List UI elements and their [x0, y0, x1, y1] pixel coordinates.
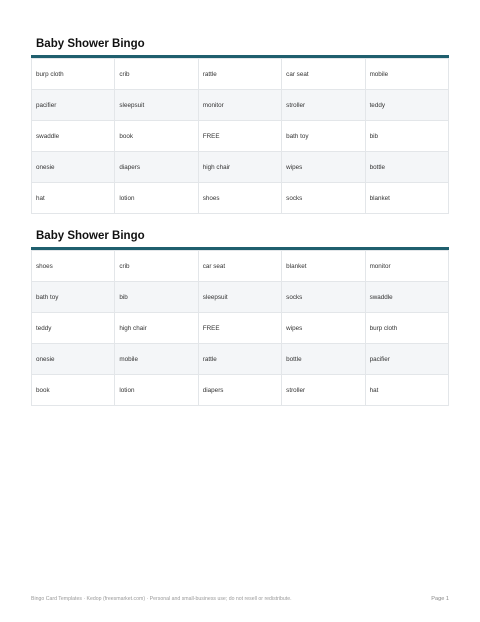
table-row — [32, 251, 449, 282]
bingo-cell: burp cloth — [365, 313, 448, 344]
table-row — [32, 183, 449, 214]
bingo-cell: stroller — [282, 90, 365, 121]
bingo-cell: lotion — [115, 375, 198, 406]
bingo-cell: swaddle — [365, 282, 448, 313]
bingo-cell: bath toy — [282, 121, 365, 152]
card-title: Baby Shower Bingo — [36, 230, 145, 242]
bingo-cell: swaddle — [32, 121, 115, 152]
bingo-free-cell: FREE — [198, 313, 281, 344]
bingo-cell: high chair — [115, 313, 198, 344]
bingo-cell: book — [115, 121, 198, 152]
bingo-cell: lotion — [115, 183, 198, 214]
bingo-cell: blanket — [365, 183, 448, 214]
bingo-cell: diapers — [198, 375, 281, 406]
bingo-cell: teddy — [32, 313, 115, 344]
bingo-cell: hat — [365, 375, 448, 406]
table-row — [32, 313, 449, 344]
bingo-grid — [31, 58, 449, 214]
table-row — [32, 375, 449, 406]
bingo-cell: high chair — [198, 152, 281, 183]
bingo-cell: rattle — [198, 59, 281, 90]
bingo-cell: bath toy — [32, 282, 115, 313]
footer-attribution: Bingo Card Templates · Kedop (freesmarket.com) · Personal and small-business use; do not resell or redistribute. — [31, 596, 292, 602]
bingo-cell: sleepsuit — [198, 282, 281, 313]
bingo-cell: blanket — [282, 251, 365, 282]
bingo-cell: pacifier — [365, 344, 448, 375]
bingo-cell: burp cloth — [32, 59, 115, 90]
bingo-cell: socks — [282, 183, 365, 214]
table-row — [32, 152, 449, 183]
bingo-cell: monitor — [365, 251, 448, 282]
bingo-cell: socks — [282, 282, 365, 313]
bingo-cell: bottle — [282, 344, 365, 375]
bingo-card-2 — [31, 229, 449, 406]
bingo-cell: bib — [365, 121, 448, 152]
bingo-free-cell: FREE — [198, 121, 281, 152]
card-title: Baby Shower Bingo — [36, 38, 145, 50]
bingo-cell: car seat — [282, 59, 365, 90]
table-row — [32, 59, 449, 90]
table-row — [32, 90, 449, 121]
bingo-cell: onesie — [32, 152, 115, 183]
bingo-grid — [31, 250, 449, 406]
bingo-cell: shoes — [32, 251, 115, 282]
bingo-cell: monitor — [198, 90, 281, 121]
bingo-cell: mobile — [115, 344, 198, 375]
bingo-cell: crib — [115, 251, 198, 282]
bingo-cell: bib — [115, 282, 198, 313]
page-number: Page 1 — [431, 596, 449, 602]
bingo-cell: stroller — [282, 375, 365, 406]
bingo-cell: bottle — [365, 152, 448, 183]
table-row — [32, 344, 449, 375]
bingo-cell: shoes — [198, 183, 281, 214]
bingo-cell: teddy — [365, 90, 448, 121]
bingo-cell: wipes — [282, 313, 365, 344]
bingo-cell: onesie — [32, 344, 115, 375]
table-row — [32, 121, 449, 152]
table-row — [32, 282, 449, 313]
bingo-cell: mobile — [365, 59, 448, 90]
bingo-cell: crib — [115, 59, 198, 90]
bingo-cell: hat — [32, 183, 115, 214]
bingo-cell: diapers — [115, 152, 198, 183]
bingo-cell: rattle — [198, 344, 281, 375]
bingo-cell: pacifier — [32, 90, 115, 121]
bingo-card-1 — [31, 37, 449, 214]
bingo-cell: car seat — [198, 251, 281, 282]
bingo-cell: book — [32, 375, 115, 406]
bingo-cell: sleepsuit — [115, 90, 198, 121]
bingo-cell: wipes — [282, 152, 365, 183]
